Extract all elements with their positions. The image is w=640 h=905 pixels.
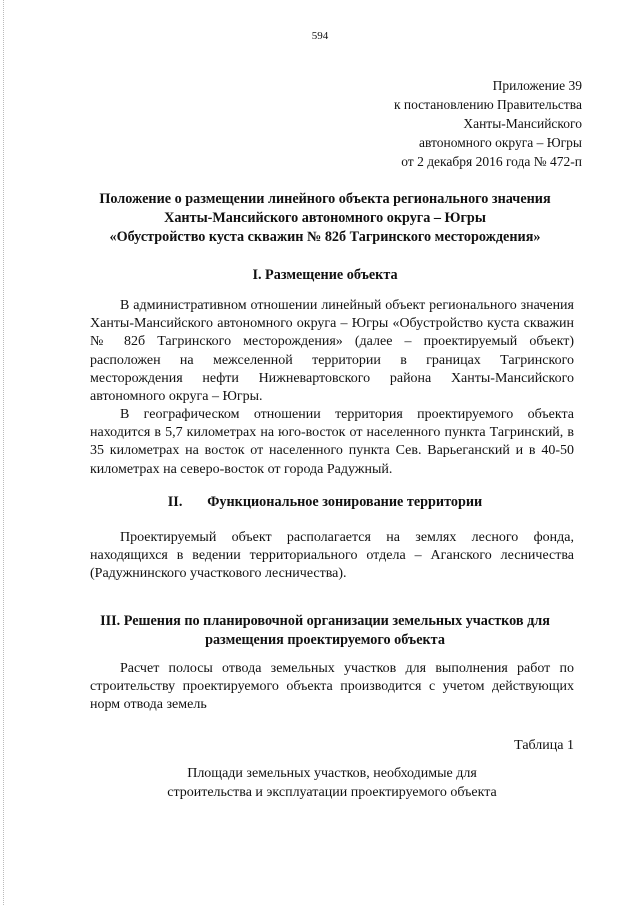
section-3-heading (70, 612, 580, 650)
table-caption-line: строительства и эксплуатации проектируемого объекта (167, 785, 497, 800)
section-1-paragraph-2: В географическом отношении территория проектируемого объекта находится в 5,7 километрах на юго-восток от населенного пункта Тагринский, в 35 километрах на восток от населенного пункта Сев. Варьеганский и в 40-50 километрах на северо-восток от города Радужный. (90, 407, 574, 477)
table-label: Таблица 1 (514, 738, 574, 753)
appendix-line: Ханты-Мансийского (463, 116, 582, 131)
appendix-line: автономного округа – Югры (419, 135, 582, 150)
scan-margin-mark (3, 0, 6, 905)
appendix-block (394, 76, 582, 171)
title-line: Ханты-Мансийского автономного округа – Югры (164, 210, 486, 226)
section-2-paragraph-1: Проектируемый объект располагается на землях лесного фонда, находящихся в ведении территориального отдела – Аганского лесничества (Радужнинского участкового лесничества). (90, 530, 574, 582)
appendix-line: от 2 декабря 2016 года № 472-п (401, 154, 582, 169)
appendix-line: к постановлению Правительства (393, 97, 582, 112)
section-1-heading: I. Размещение объекта (252, 267, 398, 283)
title-line: Положение о размещении линейного объекта регионального значения (99, 191, 551, 207)
table-caption (90, 764, 574, 802)
document-title (70, 190, 580, 247)
section-3-heading-line: III. Решения по планировочной организации земельных участков для (100, 613, 550, 629)
table-caption-line: Площади земельных участков, необходимые для (187, 766, 477, 781)
title-line: «Обустройство куста скважин № 82б Тагринского месторождения» (109, 229, 541, 245)
appendix-line: Приложение 39 (492, 78, 582, 93)
page-number: 594 (311, 30, 329, 42)
section-2-heading: II. Функциональное зонирование территории (167, 494, 483, 510)
section-1-paragraph-1: В административном отношении линейный объект регионального значения Ханты-Мансийского автономного округа – Югры «Обустройство куста скважин № 82б Тагринского месторождения» (далее – проектируемый объект) расположен на межселенной территории в границах Тагринского месторождения нефти Нижневартовского района Ханты-Мансийского автономного округа – Югры. (90, 298, 574, 405)
section-3-heading-line: размещения проектируемого объекта (205, 632, 445, 648)
section-3-paragraph-1: Расчет полосы отвода земельных участков для выполнения работ по строительству проектируемого объекта производится с учетом действующих норм отвода земель (90, 661, 574, 713)
